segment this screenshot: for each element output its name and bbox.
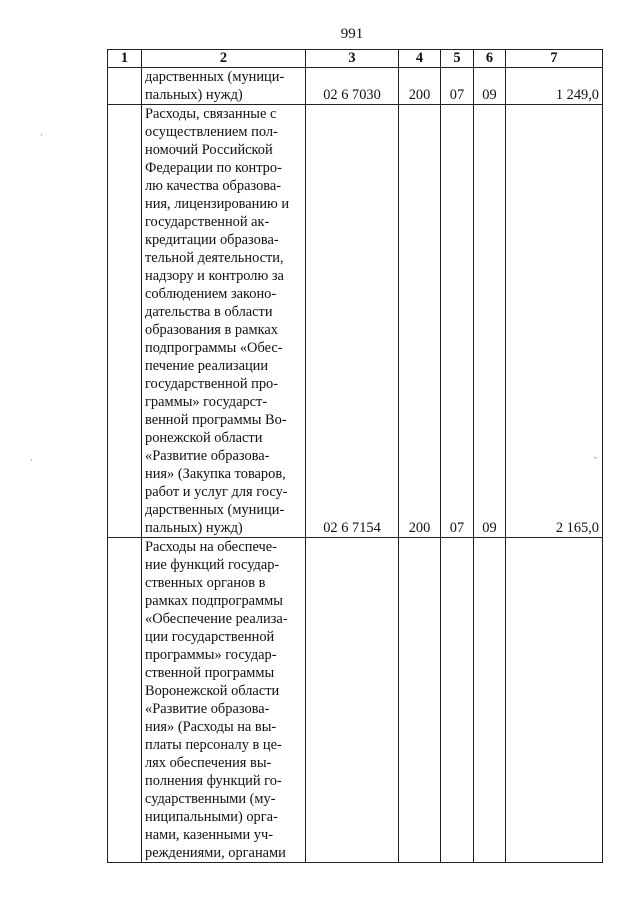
row-number-cell: [108, 538, 142, 863]
col6-cell: 09: [474, 105, 506, 538]
header-cell: 7: [506, 50, 603, 68]
header-cell: 6: [474, 50, 506, 68]
scan-speck: ·: [40, 130, 43, 140]
budget-table: [107, 49, 603, 863]
row-number-cell: [108, 68, 142, 105]
page-number: 991: [340, 26, 364, 42]
amount-cell: 2 165,0: [506, 105, 603, 538]
col5-cell: 07: [441, 68, 474, 105]
table-row: [108, 538, 603, 863]
code-cell: 02 6 7154: [306, 105, 399, 538]
table-header-row: [108, 50, 603, 68]
code-cell: [306, 538, 399, 863]
code-cell: 02 6 7030: [306, 68, 399, 105]
table-row: [108, 105, 603, 538]
header-cell: 2: [142, 50, 306, 68]
col6-cell: [474, 538, 506, 863]
description-cell: Расходы, связанные с осуществлением пол- номочий Российской Федерации по контро- лю качества образова- ния, лицензированию и государственной ак- кредитации образова- тельной деятельности, надзору и контролю за соблюдением законо- дательства в области образования в рамках подпрограммы «Обес- печение реализации государственной про- граммы» государст- венной программы Во- ронежской области «Развитие образова- ния» (Закупка товаров, работ и услуг для госу- дарственных (муници- пальных) нужд): [142, 105, 306, 538]
amount-cell: 1 249,0: [506, 68, 603, 105]
col4-cell: 200: [399, 105, 441, 538]
header-cell: 4: [399, 50, 441, 68]
amount-cell: [506, 538, 603, 863]
col6-cell: 09: [474, 68, 506, 105]
scan-speck: -: [594, 452, 597, 462]
table-row: [108, 68, 603, 105]
col5-cell: [441, 538, 474, 863]
description-cell: дарственных (муници- пальных) нужд): [142, 68, 306, 105]
col5-cell: 07: [441, 105, 474, 538]
col4-cell: [399, 538, 441, 863]
header-cell: 3: [306, 50, 399, 68]
row-number-cell: [108, 105, 142, 538]
scan-speck: ·: [30, 455, 33, 465]
header-cell: 5: [441, 50, 474, 68]
header-cell: 1: [108, 50, 142, 68]
description-cell: Расходы на обеспече- ние функций государ- ственных органов в рамках подпрограммы «Обеспечение реализа- ции государственной программы» государ- ственной программы Воронежской области «Развитие образова- ния» (Расходы на вы- платы персоналу в це- лях обеспечения вы- полнения функций го- сударственными (му- ниципальными) орга- нами, казенными уч- реждениями, органами: [142, 538, 306, 863]
col4-cell: 200: [399, 68, 441, 105]
